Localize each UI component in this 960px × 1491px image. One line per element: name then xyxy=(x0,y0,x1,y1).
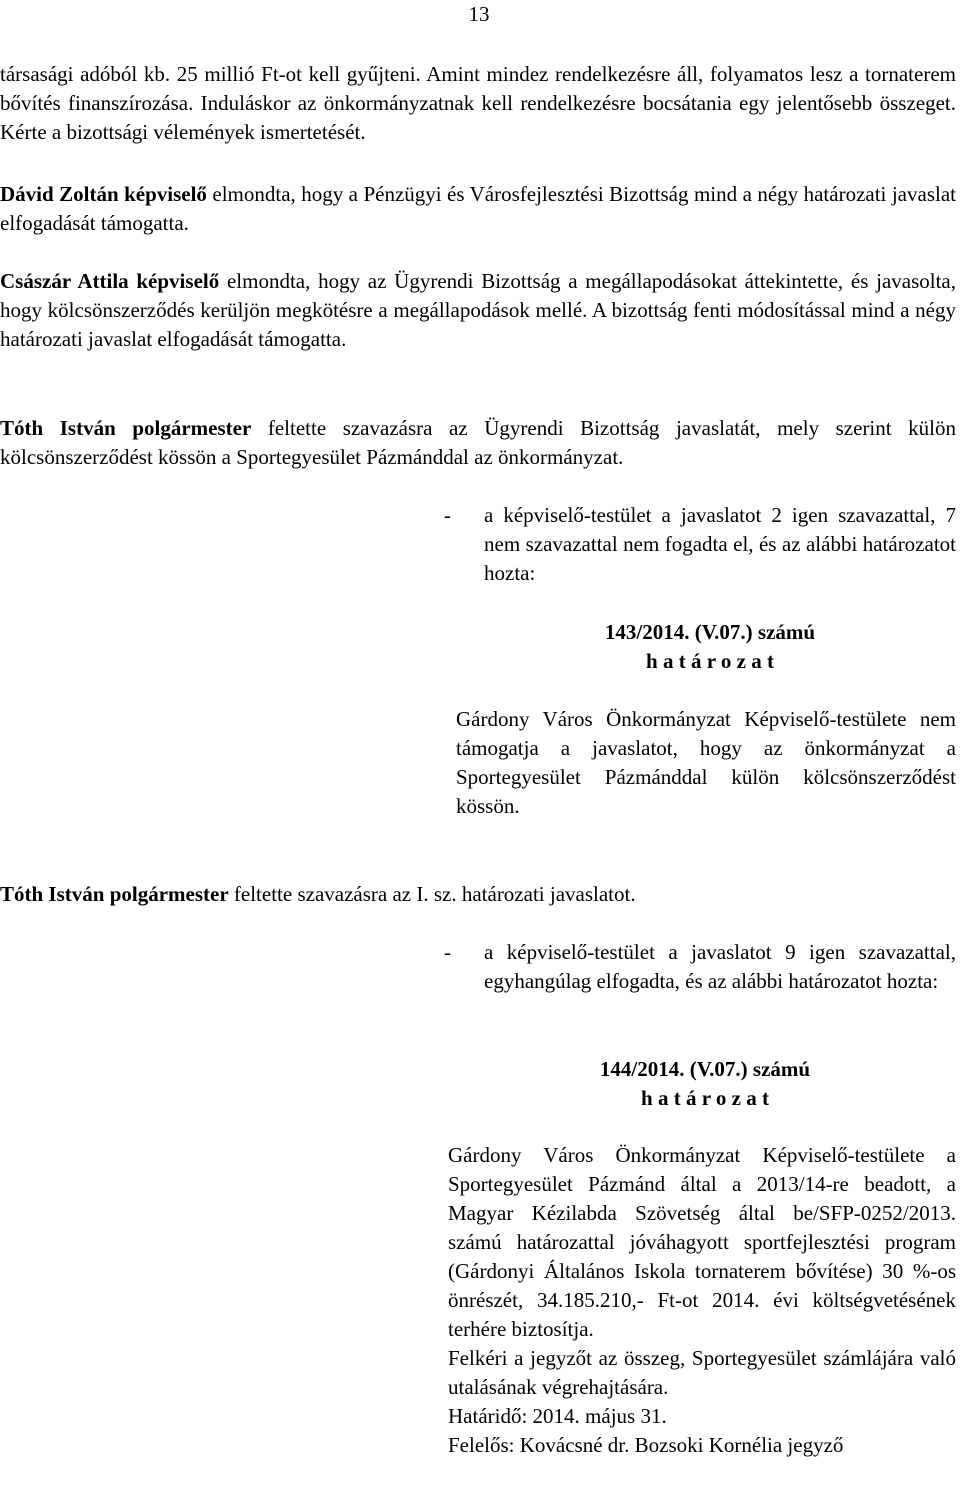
resolution-instruction: Felkéri a jegyzőt az összeg, Sportegyesület számlájára való utalásának végrehajtására. xyxy=(448,1346,956,1399)
vote-result-1 xyxy=(444,501,956,588)
resolution-responsible: Felelős: Kovácsné dr. Bozsoki Kornélia jegyző xyxy=(448,1433,844,1457)
paragraph-toth-istvan-2 xyxy=(0,880,956,909)
resolution-heading: h a t á r o z a t xyxy=(641,1086,769,1110)
speaker-statement: feltette szavazásra az I. sz. határozati javaslatot. xyxy=(228,882,636,906)
resolution-number: 144/2014. (V.07.) számú xyxy=(599,1057,811,1081)
vote-result-text: a képviselő-testület a javaslatot 2 igen szavazattal, 7 nem szavazattal nem fogadta el, és az alábbi határozatot hozta: xyxy=(484,503,956,585)
list-dash: - xyxy=(444,503,451,527)
vote-result-text: a képviselő-testület a javaslatot 9 igen szavazattal, egyhangúlag elfogadta, és az alábbi határozatot hozta: xyxy=(484,940,956,993)
list-dash: - xyxy=(444,940,451,964)
speaker-statement: elmondta, hogy az Ügyrendi Bizottság a megállapodásokat áttekintette, és javasolta, hogy kölcsönszerződés kerüljön megkötésre a megállapodások mellé. A bizottság fenti módosítással mind a négy határozati javaslat elfogadását támogatta. xyxy=(0,269,957,351)
resolution-block xyxy=(448,1141,956,1460)
page-number: 13 xyxy=(468,2,490,26)
resolution-heading: h a t á r o z a t xyxy=(646,649,774,673)
resolution-number: 143/2014. (V.07.) számú xyxy=(604,620,816,644)
paragraph-intro: társasági adóból kb. 25 millió Ft-ot kell gyűjteni. Amint mindez rendelkezésre áll, folyamatos lesz a tornaterem bővítés finanszírozása. Induláskor az önkormányzatnak kell rendelkezésre bocsátania egy jelentősebb összeget. Kérte a bizottsági vélemények ismertetését. xyxy=(0,62,956,144)
speaker-name: Császár Attila képviselő xyxy=(0,269,220,293)
resolution-deadline: Határidő: 2014. május 31. xyxy=(448,1404,667,1428)
paragraph-david-zoltan xyxy=(0,180,956,238)
speaker-name: Tóth István polgármester xyxy=(0,416,252,440)
resolution-body: Gárdony Város Önkormányzat Képviselő-testülete a Sportegyesület Pázmánd által a 2013/14-re beadott, a Magyar Kézilabda Szövetség által be/SFP-0252/2013. számú határozattal jóváhagyott sportfejlesztési program (Gárdonyi Általános Iskola tornaterem bővítése) 30 %-os önrészét, 34.185.210,- Ft-ot 2014. évi költségvetésének terhére biztosítja. xyxy=(448,1143,956,1341)
speaker-statement: feltette szavazásra az Ügyrendi Bizottság javaslatát, mely szerint külön kölcsönszerződést kössön a Sportegyesület Pázmánddal az önkormányzat. xyxy=(0,416,956,469)
speaker-statement: elmondta, hogy a Pénzügyi és Városfejlesztési Bizottság mind a négy határozati javaslat elfogadását támogatta. xyxy=(0,182,956,235)
paragraph-csaszar-attila xyxy=(0,267,956,354)
speaker-name: Dávid Zoltán képviselő xyxy=(0,182,207,206)
paragraph-toth-istvan-1 xyxy=(0,414,956,472)
speaker-name: Tóth István polgármester xyxy=(0,882,229,906)
vote-result-2 xyxy=(444,938,956,996)
resolution-body: Gárdony Város Önkormányzat Képviselő-testülete nem támogatja a javaslatot, hogy az önkormányzat a Sportegyesület Pázmánddal külön kölcsönszerződést kössön. xyxy=(456,707,956,818)
